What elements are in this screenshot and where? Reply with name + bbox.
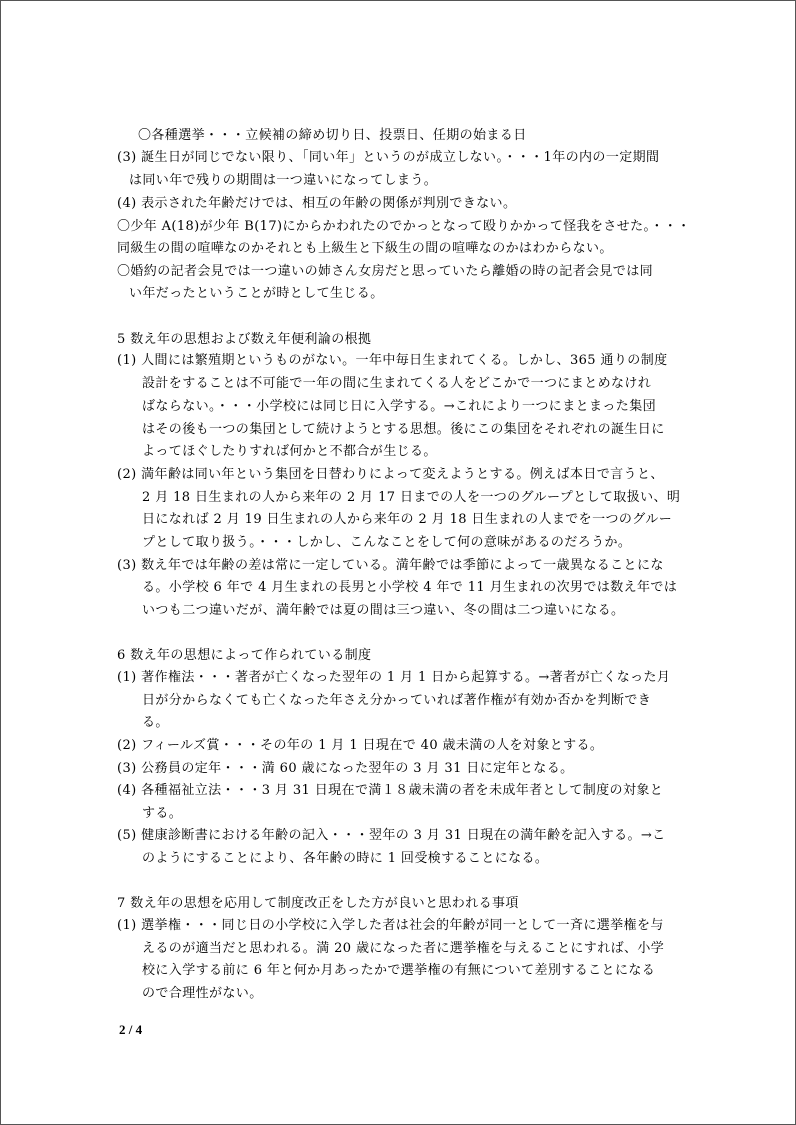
text-line: 設計をすることは不可能で一年の間に生まれてくる人をどこかで一つにまとめなけれ	[142, 376, 652, 391]
text-line: (4) 各種福祉立法・・・3 月 31 日現在で満１８歳未満の者を未成年者として制度の対象と	[117, 783, 664, 798]
text-line: (4) 表示された年齢だけでは、相互の年齢の関係が判別できない。	[117, 196, 517, 211]
text-line: (1) 人間には繁殖期というものがない。一年中毎日生まれてくる。しかし、365 通りの制度	[117, 353, 668, 368]
text-line: る。小学校 6 年で 4 月生まれの長男と小学校 4 年で 11 月生まれの次男では数え年では	[142, 580, 678, 595]
text-line: 校に入学する前に 6 年と何か月あったかで選挙権の有無について差別することになる	[142, 963, 656, 978]
text-line: (5) 健康診断書における年齢の記入・・・翌年の 3 月 31 日現在の満年齢を記入する。→こ	[117, 828, 666, 843]
text-line: (2) フィールズ賞・・・その年の 1 月 1 日現在で 40 歳未満の人を対象とする。	[117, 738, 604, 753]
text-line: (3) 数え年では年齢の差は常に一定している。満年齢では季節によって一歳異なることにな	[117, 558, 664, 573]
text-line: えるのが適当だと思われる。満 20 歳になった者に選挙権を与えることにすれば、小学	[142, 941, 665, 956]
text-line: 同級生の間の喧嘩なのかそれとも上級生と下級生の間の喧嘩なのかはわからない。	[117, 241, 613, 256]
text-line: 日になれば 2 月 19 日生まれの人から来年の 2 月 18 日生まれの人までを一つのグルー	[142, 512, 673, 527]
text-line: プとして取り扱う。・・・しかし、こんなことをして何の意味があるのだろうか。	[142, 535, 632, 550]
text-line: ばならない。・・・小学校には同じ日に入学する。→これにより一つにまとまった集団	[142, 399, 656, 414]
text-line: 7 数え年の思想を応用して制度改正をした方が良いと思われる事項	[117, 896, 519, 911]
text-line: (1) 著作権法・・・著者が亡くなった翌年の 1 月 1 日から起算する。→著者が亡くなった月	[117, 670, 671, 685]
text-line: (3) 公務員の定年・・・満 60 歳になった翌年の 3 月 31 日に定年となる。	[117, 761, 574, 776]
text-line: ので合理性がない。	[142, 986, 263, 1001]
text-line: (2) 満年齢は同い年という集団を日替わりによって変えようとする。例えば本日で言うと、	[117, 467, 664, 482]
text-line: 5 数え年の思想および数え年便利論の根拠	[117, 332, 372, 347]
text-line: い年だったということが時として生じる。	[129, 286, 384, 301]
text-line: のようにすることにより、各年齢の時に 1 回受検することになる。	[142, 851, 549, 866]
text-line: 〇各種選挙・・・立候補の締め切り日、投票日、任期の始まる日	[138, 128, 527, 143]
text-line: る。	[142, 715, 169, 730]
page-number: 2 / 4	[119, 1022, 143, 1037]
text-line: 2 月 18 日生まれの人から来年の 2 月 17 日までの人を一つのグループとして取扱い、明	[142, 490, 681, 505]
text-line: いつも二つ違いだが、満年齢では夏の間は三つ違い、冬の間は二つ違いになる。	[142, 603, 625, 618]
text-line: (1) 選挙権・・・同じ日の小学校に入学した者は社会的年齢が同一として一斉に選挙権を与	[117, 918, 664, 933]
text-line: する。	[142, 806, 183, 821]
text-line: は同い年で残りの期間は一つ違いになってしまう。	[129, 173, 438, 188]
text-line: 日が分からなくても亡くなった年さえ分かっていれば著作権が有効か否かを判断でき	[142, 693, 652, 708]
text-line: 〇少年 A(18)が少年 B(17)にからかわれたのでかっとなって殴りかかって怪我をさせた。・・・	[117, 219, 691, 234]
text-line: よってほぐしたりすれば何かと不都合が生じる。	[142, 444, 437, 459]
text-line: 6 数え年の思想によって作られている制度	[117, 648, 372, 663]
text-line: 〇婚約の記者会見では一つ違いの姉さん女房だと思っていたら離婚の時の記者会見では同	[117, 264, 654, 279]
text-line: (3) 誕生日が同じでない限り、「同い年」というのが成立しない。・・・1年の内の一定期間	[117, 150, 660, 165]
text-line: はその後も一つの集団として続けようとする思想。後にこの集団をそれぞれの誕生日に	[142, 422, 665, 437]
